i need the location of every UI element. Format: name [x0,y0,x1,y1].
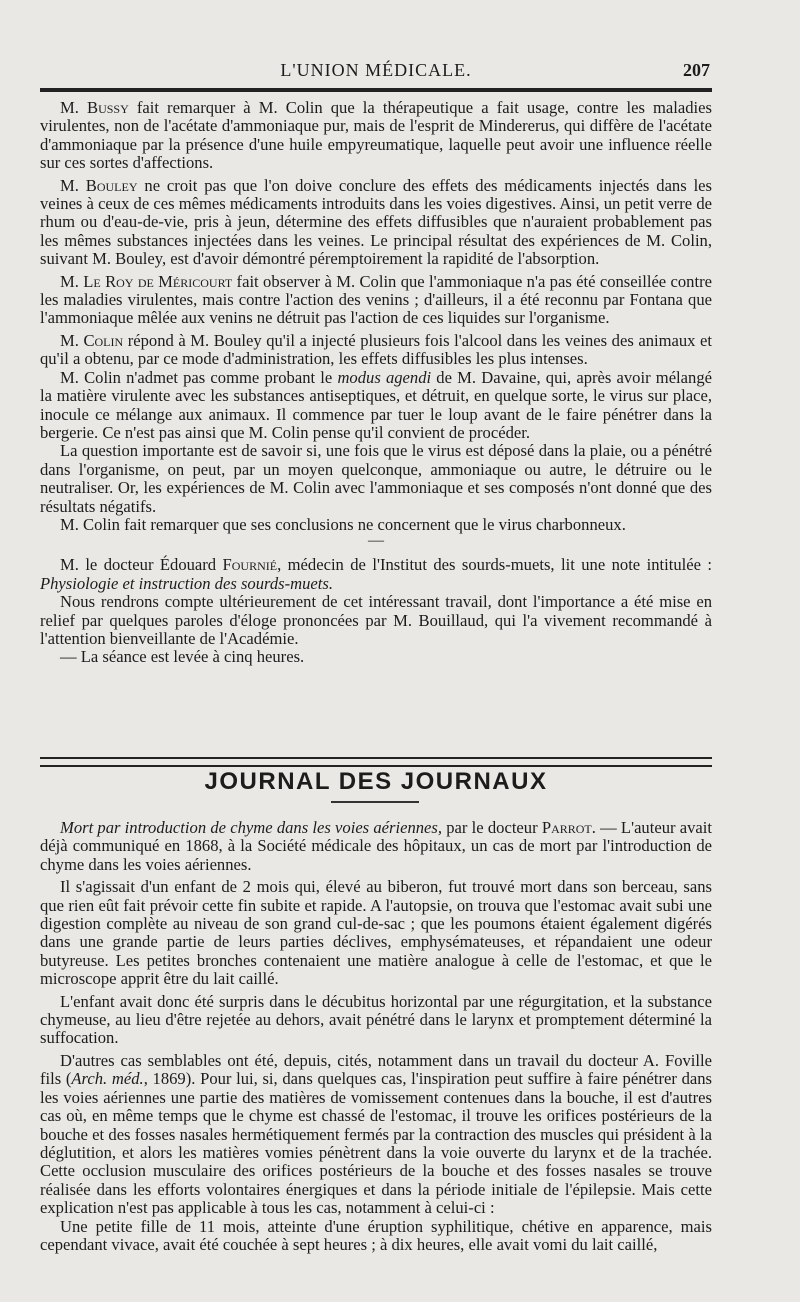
italic-term: modus agendi [337,367,432,387]
author-name: Fournié [222,555,278,575]
speaker-name: M. Le Roy de Méricourt [60,271,233,291]
heading-underline [331,801,419,803]
paragraph-conclusion: M. Colin fait remarquer que ses conclusions ne concernent que le virus charbonneux. [60,514,626,534]
paragraph-davaine: M. Colin n'admet pas comme probant le modus agendi de M. Davaine, qui, après avoir mélangé la matière virulente avec les substances antiseptiques, et détruit, en quelque sorte, le virus sur place, inocule ce mélange aux animaux. Il commence par tuer le loup avant de le faire pénétrer dans la bergerie. Ce n'est pas ainsi que M. Colin pense qu'il convient de procéder. [40,367,712,442]
paragraph-parrot: Mort par introduction de chyme dans les voies aériennes, par le docteur Parrot. — L'auteur avait déjà communiqué en 1868, à la Société médicale des hôpitaux, un cas de mort par l'introduction de chyme dans les voies aériennes. [40,818,712,874]
paragraph-compte-rendu: Nous rendrons compte ultérieurement de cet intéressant travail, dont l'importance a été mise en relief par quelques paroles d'éloge prononcées par M. Bouillaud, qui l'a vivement recommandé à l'attention bienveillante de l'Académie. [40,592,712,648]
article-title: Mort par introduction de chyme dans les voies aériennes, [60,818,443,837]
paragraph-text: fait remarquer à M. Colin que la thérapeutique a fait usage, contre les maladies virulentes, non de l'acétate d'ammoniaque pur, mais de l'esprit de Mindererus, qui diffère de l'acétate d'ammoniaque par la présence d'une huile empyreumatique, laquelle peut avoir une influence réelle sur ces sortes d'affections. [40,98,712,173]
header-rule [40,88,712,92]
paragraph-bussy [40,99,712,173]
paragraph-text: répond à M. Bouley qu'il a injecté plusieurs fois l'alcool dans les veines des animaux et qu'il a obtenu, par ce mode d'administration, les effets diffusibles les plus intenses. [40,330,713,369]
running-head [40,60,712,86]
proceedings-column [40,99,712,667]
paragraph-decubitus: L'enfant avait donc été surpris dans le décubitus horizontal par une régurgitation, et la substance chymeuse, au lieu d'être rejetée au dehors, avait pénétré dans le larynx et promptement déterminé la suffocation. [40,991,712,1048]
paragraph-foville: D'autres cas semblables ont été, depuis, cités, notamment dans un travail du docteur A. Foville fils (Arch. méd., 1869). Pour lui, si, dans quelques cas, l'inspiration peut suffire à faire pénétrer dans les voies aériennes une partie des matières de vomissement contenues dans la bouche, il est d'autres cas où, en même temps que le chyme est chassé de l'estomac, il trouve les orifices postérieurs de la bouche et des fosses nasales hermétiquement fermés par la contraction des muscles qui président à la déglutition, et alors les matières vomies pénètrent dans la voie ouverte du larynx et de la trachée. Cette occlusion musculaire des orifices postérieurs de la bouche et des fosses nasales se trouve réalisée dans les efforts volontaires énergiques et dans la période initiale de l'épilepsie. Mais cette explication n'est pas applicable à tous les cas, notamment à celui-ci : [40,1050,712,1218]
section-separator: — [368,532,384,550]
paragraph-question: La question importante est de savoir si, une fois que le virus est déposé dans la plaie, ou a pénétré dans l'organisme, on peut, par un moyen quelconque, ammoniaque ou autre, le détruire ou le neutraliser. Or, les expériences de M. Colin avec l'ammoniaque et ses composés n'ont donné que des résultats négatifs. [40,441,712,516]
speaker-name: M. Colin [60,330,124,350]
section-double-rule [40,757,712,767]
author-name: Parrot [541,818,592,837]
paragraph-fournie: M. le docteur Édouard Fournié, médecin de l'Institut des sourds-muets, lit une note intitulée : Physiologie et instruction des sourds-muets. [40,555,712,593]
paragraph-bouley [40,177,712,269]
journal-title: L'UNION MÉDICALE. [280,60,472,80]
journal-column [40,819,712,1254]
paragraph-petite-fille: Une petite fille de 11 mois, atteinte d'une éruption syphilitique, chétive en apparence, mais cependant vivace, avait été couchée à sept heures ; à dix heures, elle avait vomi du lait caillé, [40,1216,712,1254]
paragraph-colin [40,332,712,369]
paragraph-le-roy [40,273,712,328]
paragraph-enfant: Il s'agissait d'un enfant de 2 mois qui, élevé au biberon, fut trouvé mort dans son berceau, sans que rien eût fait prévoir cette fin subite et rapide. A l'autopsie, on trouva que l'estomac avait subi une digestion complète au niveau de son grand cul-de-sac ; que les poumons étaient également digérés dans une grande partie de leurs parties déclives, emphysémateuses, et répandaient une odeur butyreuse. Les petites bronches contenaient une matière analogue à celle de l'estomac, et que le microscope apprit être du lait caillé. [40,877,712,989]
paragraph-text: fait observer à M. Colin que l'ammoniaque n'a pas été conseillée contre les maladies virulentes, mais contre l'action des venins ; d'ailleurs, il a été reconnu par Fontana que l'ammoniaque mêlée aux venins ne détruit pas l'action de ces liquides sur l'organisme. [40,271,712,328]
paragraph-seance-levee: — La séance est levée à cinq heures. [60,647,305,667]
speaker-name: M. Bouley [60,175,138,195]
speaker-name: M. Bussy [60,98,129,117]
paragraph-text: ne croit pas que l'on doive conclure des effets des médicaments injectés dans les veines à ceux de ces mêmes médicaments introduits dans les voies digestives. Ainsi, un petit verre de rhum ou d'eau-de-vie, pris à jeun, détermine des effets diffusibles que n'auraient probablement pas les mêmes substances injectées dans les veines. Le principal résultat des expériences de M. Colin, suivant M. Bouley, est d'avoir démontré péremptoirement la rapidité de l'absorption. [40,175,712,269]
note-title: Physiologie et instruction des sourds-muets. [40,573,333,593]
section-heading: JOURNAL DES JOURNAUX [204,768,548,795]
page-number: 207 [683,60,710,80]
citation-source: Arch. méd. [71,1069,144,1089]
